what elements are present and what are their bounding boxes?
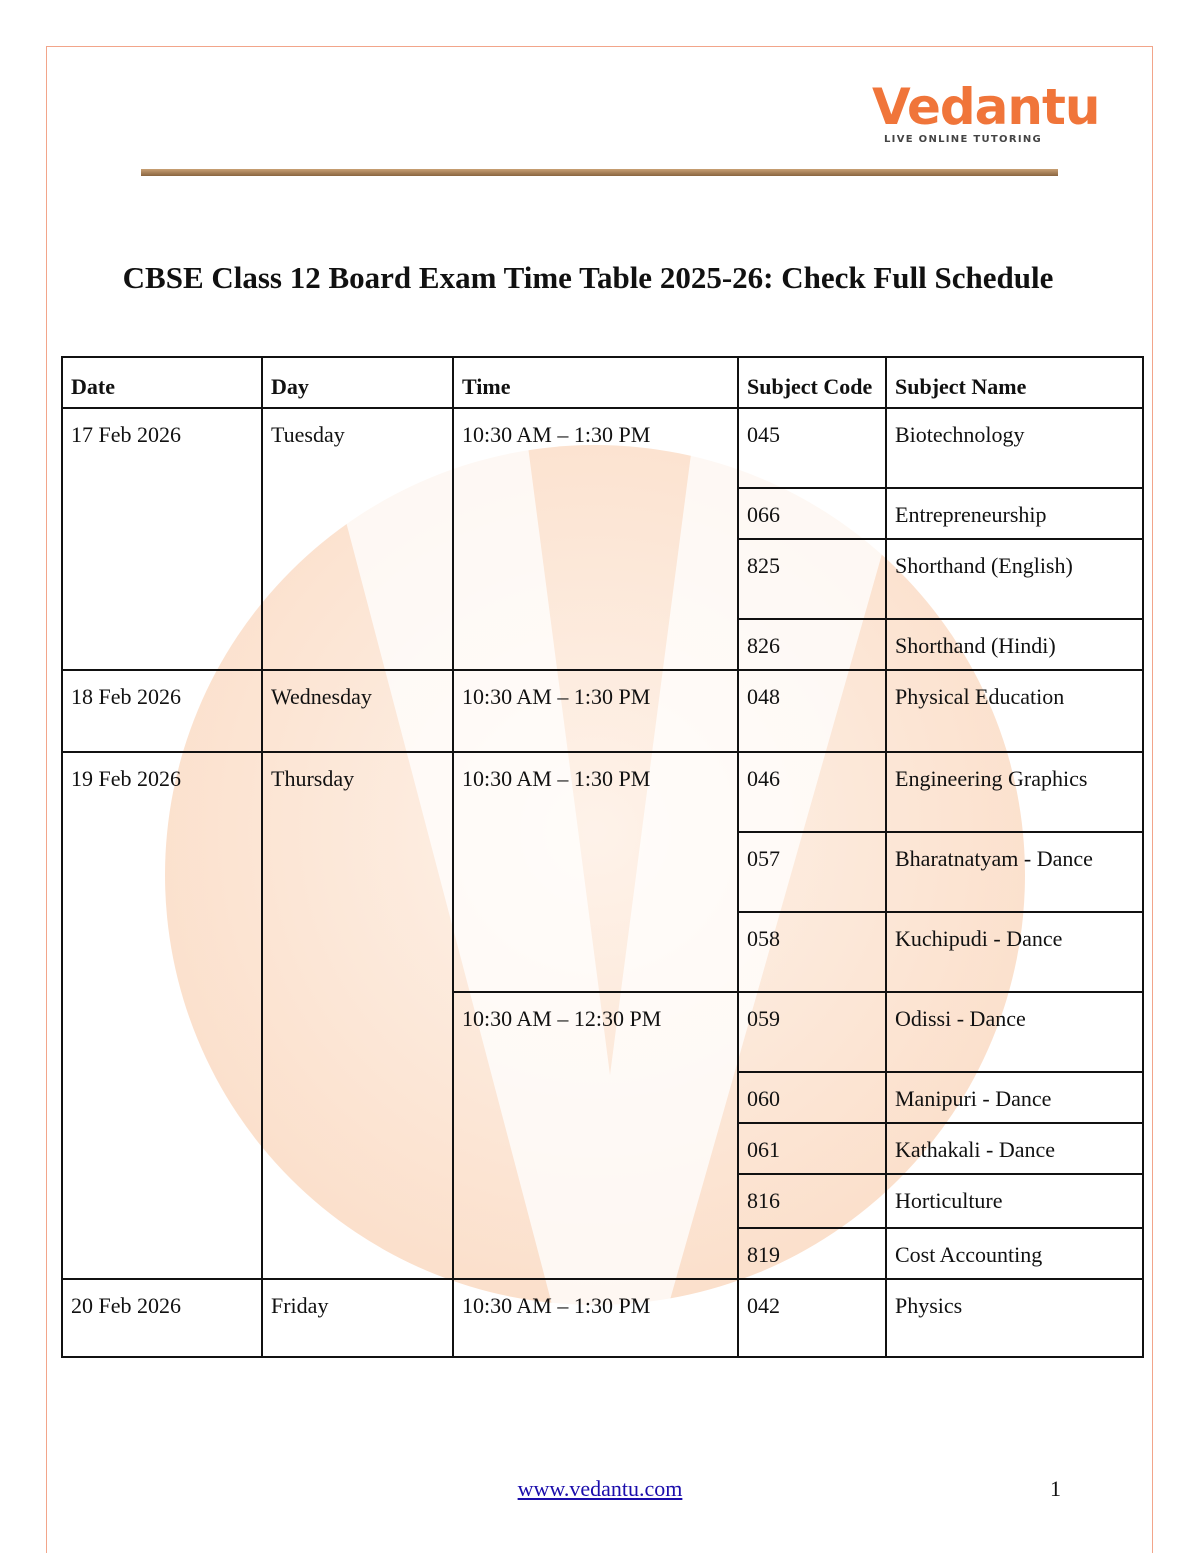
- exam-time: 10:30 AM – 1:30 PM: [453, 752, 738, 992]
- exam-schedule-table: [61, 356, 1144, 1358]
- exam-date: 17 Feb 2026: [62, 408, 262, 670]
- subject-name: Manipuri - Dance: [886, 1072, 1143, 1123]
- subject-name: Bharatnatyam - Dance: [886, 832, 1143, 912]
- subject-code: 816: [738, 1174, 886, 1228]
- subject-code: 825: [738, 539, 886, 619]
- table-row: [62, 670, 1143, 752]
- table-header-row: [62, 357, 1143, 408]
- subject-code: 058: [738, 912, 886, 992]
- subject-code: 061: [738, 1123, 886, 1174]
- subject-code: 819: [738, 1228, 886, 1279]
- subject-name: Shorthand (Hindi): [886, 619, 1143, 670]
- table-row: [62, 408, 1143, 488]
- subject-code: 042: [738, 1279, 886, 1357]
- header-subject-name: Subject Name: [886, 357, 1143, 408]
- exam-time: 10:30 AM – 1:30 PM: [453, 670, 738, 752]
- exam-date: 18 Feb 2026: [62, 670, 262, 752]
- page-title: CBSE Class 12 Board Exam Time Table 2025-26: Check Full Schedule: [122, 260, 1054, 295]
- subject-name: Kuchipudi - Dance: [886, 912, 1143, 992]
- subject-code: 048: [738, 670, 886, 752]
- subject-name: Horticulture: [886, 1174, 1143, 1228]
- page-number: 1: [1050, 1476, 1061, 1501]
- exam-day: Friday: [262, 1279, 453, 1357]
- logo-tagline: LIVE ONLINE TUTORING: [884, 134, 1043, 145]
- subject-name: Shorthand (English): [886, 539, 1143, 619]
- table-row: [62, 752, 1143, 832]
- header-subject-code: Subject Code: [738, 357, 886, 408]
- subject-name: Entrepreneurship: [886, 488, 1143, 539]
- header-time: Time: [453, 357, 738, 408]
- header-date: Date: [62, 357, 262, 408]
- exam-date: 20 Feb 2026: [62, 1279, 262, 1357]
- subject-name: Physics: [886, 1279, 1143, 1357]
- subject-code: 046: [738, 752, 886, 832]
- subject-name: Cost Accounting: [886, 1228, 1143, 1279]
- subject-code: 826: [738, 619, 886, 670]
- logo-wordmark: Vedantu: [872, 78, 1100, 136]
- subject-code: 066: [738, 488, 886, 539]
- header-day: Day: [262, 357, 453, 408]
- exam-time: 10:30 AM – 12:30 PM: [453, 992, 738, 1279]
- subject-name: Biotechnology: [886, 408, 1143, 488]
- exam-day: Wednesday: [262, 670, 453, 752]
- vedantu-logo[interactable]: [872, 78, 1100, 152]
- subject-code: 045: [738, 408, 886, 488]
- subject-name: Kathakali - Dance: [886, 1123, 1143, 1174]
- subject-code: 057: [738, 832, 886, 912]
- table-row: [62, 1279, 1143, 1357]
- exam-date: 19 Feb 2026: [62, 752, 262, 1279]
- subject-name: Odissi - Dance: [886, 992, 1143, 1072]
- subject-name: Physical Education: [886, 670, 1143, 752]
- exam-time: 10:30 AM – 1:30 PM: [453, 408, 738, 670]
- subject-name: Engineering Graphics: [886, 752, 1143, 832]
- subject-code: 060: [738, 1072, 886, 1123]
- header-rule: [141, 169, 1058, 176]
- subject-code: 059: [738, 992, 886, 1072]
- exam-day: Tuesday: [262, 408, 453, 670]
- exam-time: 10:30 AM – 1:30 PM: [453, 1279, 738, 1357]
- exam-day: Thursday: [262, 752, 453, 1279]
- footer-website-link[interactable]: www.vedantu.com: [517, 1476, 683, 1501]
